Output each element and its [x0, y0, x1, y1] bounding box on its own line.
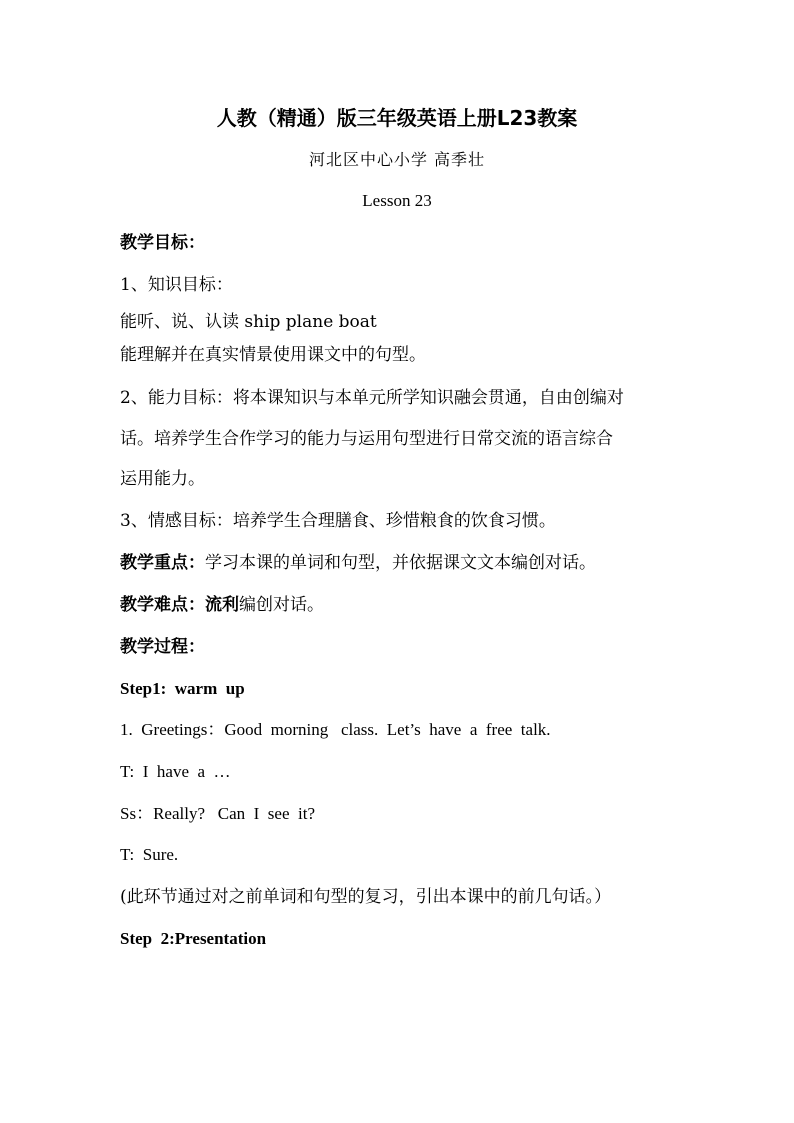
- ability-objective-line-1: 2、能力目标：将本课知识与本单元所学知识融会贯通，自由创编对: [120, 388, 624, 408]
- ability-objective-line-3: 运用能力。: [120, 469, 205, 489]
- emotion-objective-line: 3、情感目标：培养学生合理膳食、珍惜粮食的饮食习惯。: [120, 511, 556, 531]
- difficulty-text: 编创对话。: [239, 595, 324, 615]
- process-heading: 教学过程：: [120, 637, 205, 657]
- difficulty-paragraph: [120, 595, 324, 615]
- document-title: 人教（精通）版三年级英语上册L23教案: [216, 106, 578, 130]
- step1-greetings-line: 1. Greetings：Good morning class. Let’s have a free talk.: [120, 720, 551, 739]
- objectives-heading: 教学目标：: [120, 233, 205, 253]
- knowledge-objective-line-1: 能听、说、认读 ship plane boat: [120, 312, 377, 332]
- difficulty-emphasis: 流利: [205, 595, 239, 615]
- step1-students-line: Ss：Really? Can I see it?: [120, 804, 315, 823]
- knowledge-objective-label: 1、知识目标：: [120, 275, 233, 295]
- difficulty-label: 教学难点：: [120, 595, 205, 615]
- key-points-paragraph: [120, 553, 596, 573]
- step2-heading: Step 2:Presentation: [120, 929, 267, 948]
- key-points-text: 学习本课的单词和句型，并依据课文文本编创对话。: [205, 553, 596, 573]
- key-points-label: 教学重点：: [120, 553, 205, 573]
- lesson-label: Lesson 23: [362, 191, 432, 210]
- ability-objective-line-2: 话。培养学生合作学习的能力与运用句型进行日常交流的语言综合: [120, 429, 613, 449]
- knowledge-objective-line-2: 能理解并在真实情景使用课文中的句型。: [120, 345, 426, 365]
- step1-heading: Step1: warm up: [120, 679, 245, 698]
- step1-note: (此环节通过对之前单词和句型的复习，引出本课中的前几句话。）: [120, 887, 612, 907]
- step1-teacher-reply-line: T: Sure.: [120, 845, 179, 864]
- step1-teacher-line: T: I have a …: [120, 762, 231, 781]
- author-line: 河北区中心小学 高季壮: [308, 150, 486, 169]
